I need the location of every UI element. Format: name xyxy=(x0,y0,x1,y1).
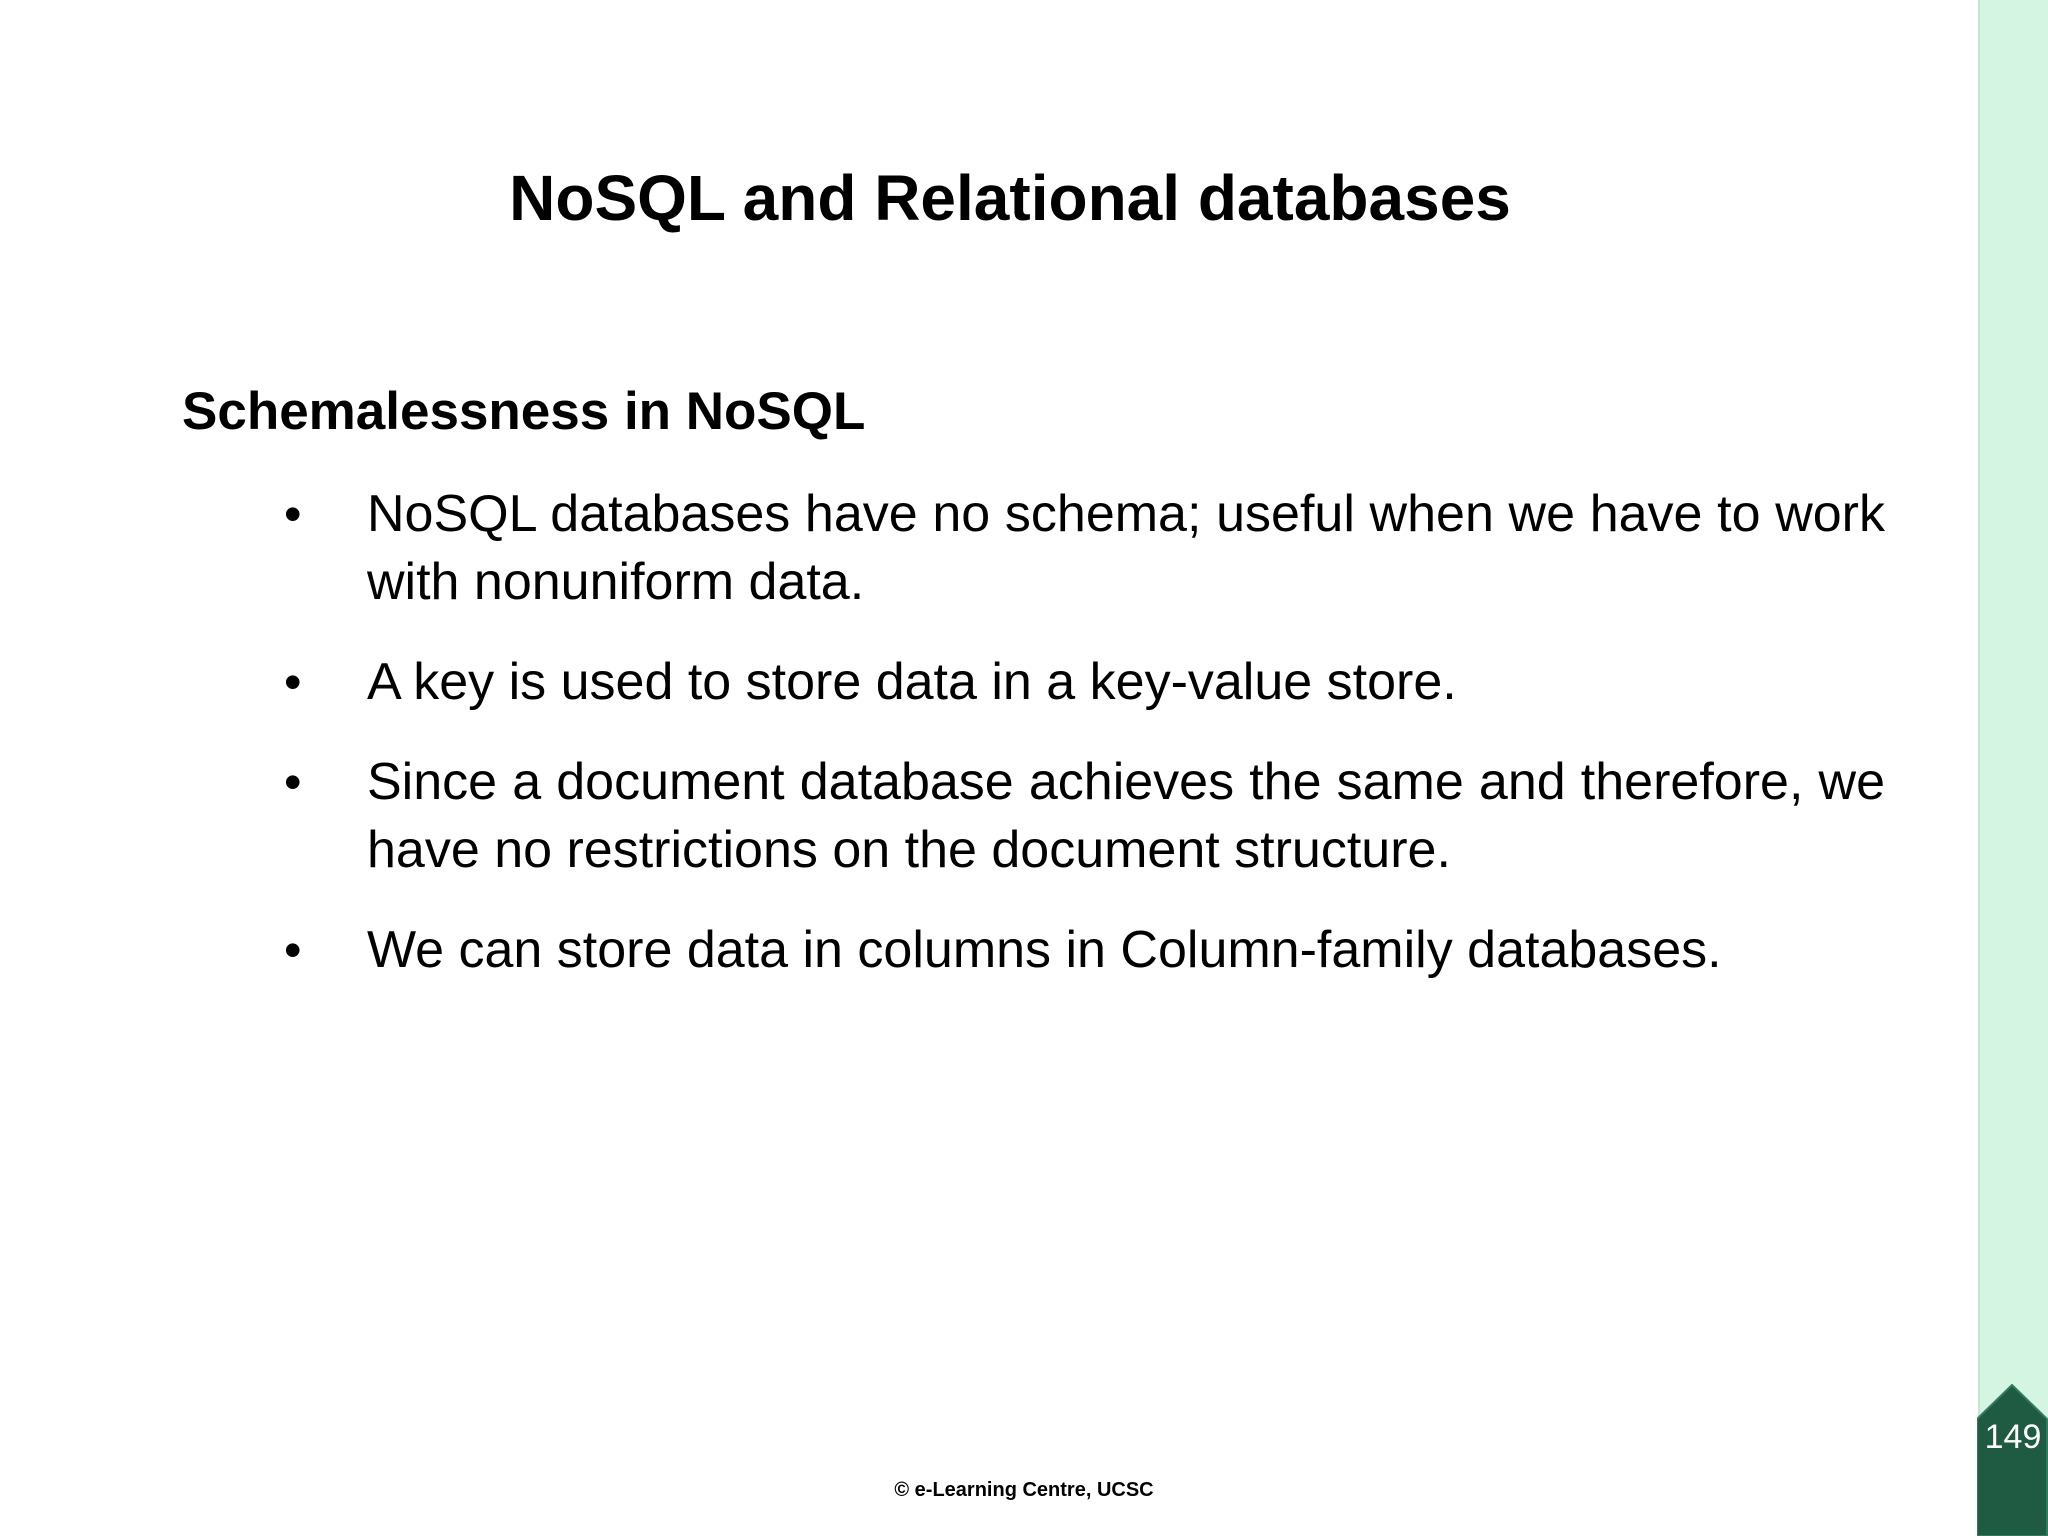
section-heading: Schemalessness in NoSQL xyxy=(182,382,866,441)
bullet-text: Since a document database achieves the same and therefore, we have no restrictions on the document structure. xyxy=(367,753,1885,879)
list-item xyxy=(0,648,1978,716)
bullet-list xyxy=(0,480,1978,1016)
bullet-text: A key is used to store data in a key-value store. xyxy=(367,653,1457,711)
bullet-marker: • xyxy=(284,654,302,710)
bullet-text: NoSQL databases have no schema; useful when we have to work with nonuniform data. xyxy=(367,485,1885,611)
list-item xyxy=(0,916,1978,984)
bullet-text: We can store data in columns in Column-family databases. xyxy=(367,921,1722,979)
bullet-marker: • xyxy=(284,754,302,810)
side-strip xyxy=(1978,0,2048,1536)
list-item xyxy=(0,748,1978,884)
bullet-marker: • xyxy=(284,922,302,978)
slide-title: NoSQL and Relational databases xyxy=(509,162,1511,234)
badge-shape xyxy=(1977,1384,2048,1536)
footer-copyright: © e-Learning Centre, UCSC xyxy=(894,1479,1154,1501)
bullet-marker: • xyxy=(284,486,302,542)
page-number-badge xyxy=(1977,1384,2048,1536)
page-number: 149 xyxy=(1984,1418,2042,1456)
list-item xyxy=(0,480,1978,616)
